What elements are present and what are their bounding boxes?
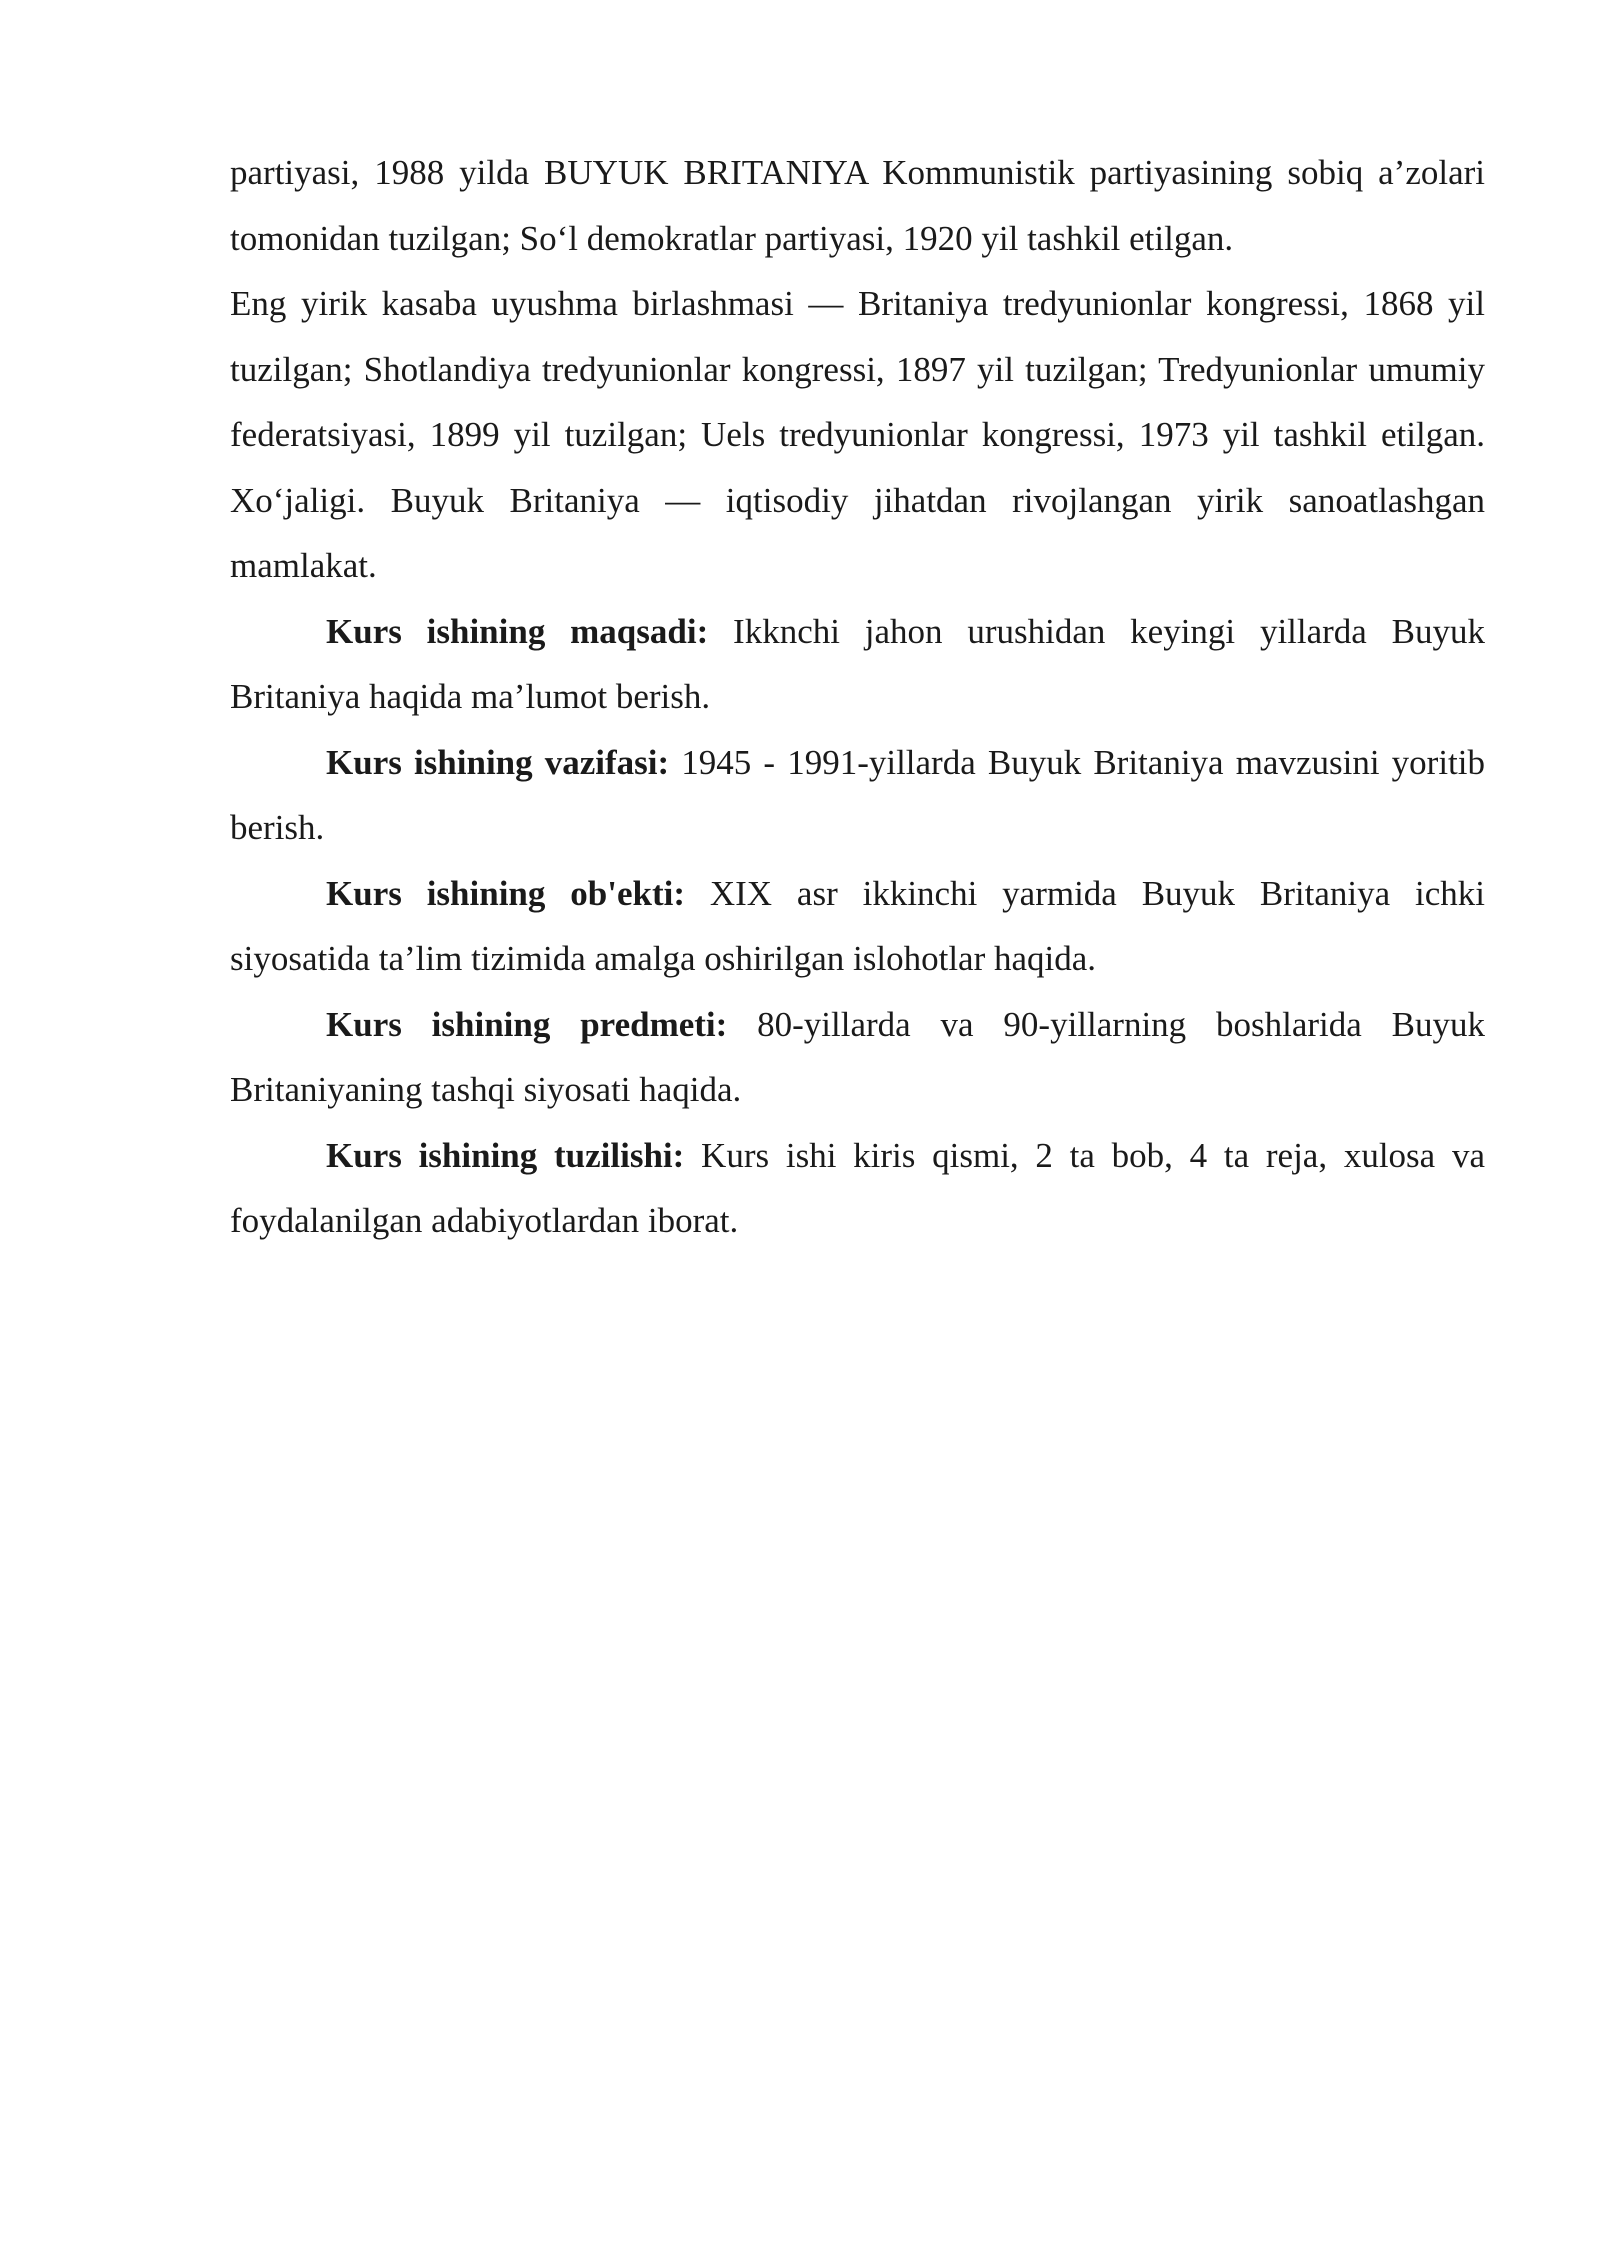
course-task-label: Kurs ishining vazifasi: [326,742,670,782]
paragraph-course-task [230,730,1485,861]
document-page [230,140,1485,1254]
course-structure-text: Kurs ishi kiris qismi, 2 ta bob, 4 ta reja, xulosa va foydalanilgan adabiyotlardan iborat. [230,1135,1485,1240]
course-goal-text: Ikknchi jahon urushidan keyingi yillarda Buyuk Britaniya haqida ma’lumot berish. [230,611,1485,716]
paragraph-trade-unions: Eng yirik kasaba uyushma birlashmasi — Britaniya tredyunionlar kongressi, 1868 yil tuzilgan; Shotlandiya tredyunionlar kongressi, 1897 yil tuzilgan; Tredyunionlar umumiy federatsiyasi, 1899 yil tuzilgan; Uels tredyunionlar kongressi, 1973 yil tashkil etilgan. Xo‘jaligi. Buyuk Britaniya — iqtisodiy jihatdan rivojlangan yirik sanoatlashgan mamlakat. [230,284,1485,585]
course-object-text: XIX asr ikkinchi yarmida Buyuk Britaniya ichki siyosatida ta’lim tizimida amalga oshirilgan islohotlar haqida. [230,873,1485,978]
paragraph-course-goal [230,599,1485,730]
course-subject-label: Kurs ishining predmeti: [326,1004,728,1044]
paragraph-course-subject [230,992,1485,1123]
course-goal-label: Kurs ishining maqsadi: [326,611,709,651]
paragraph-parties: partiyasi, 1988 yilda BUYUK BRITANIYA Kommunistik partiyasining sobiq a’zolari tomonidan tuzilgan; So‘l demokratlar partiyasi, 1920 yil tashkil etilgan. [230,153,1485,258]
course-subject-text: 80-yillarda va 90-yillarning boshlarida Buyuk Britaniyaning tashqi siyosati haqida. [230,1004,1485,1109]
course-structure-label: Kurs ishining tuzilishi: [326,1135,685,1175]
course-object-label: Kurs ishining ob'ekti: [326,873,685,913]
paragraph-course-structure [230,1123,1485,1254]
course-task-text: 1945 - 1991-yillarda Buyuk Britaniya mavzusini yoritib berish. [230,742,1485,847]
paragraph-course-object [230,861,1485,992]
